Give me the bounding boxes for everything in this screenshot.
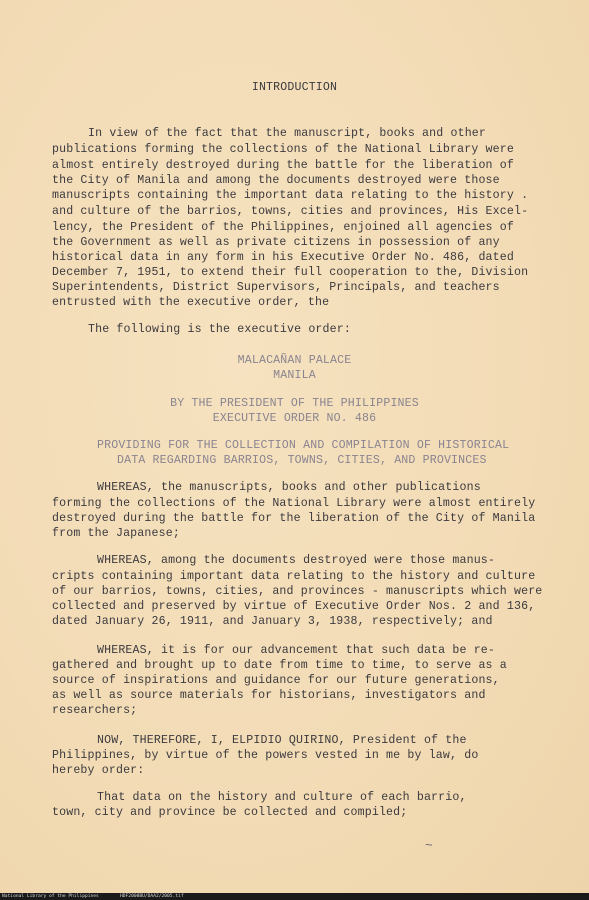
whereas-line: researchers; bbox=[52, 704, 138, 717]
whereas-line: gathered and brought up to date from time to time, to serve as a bbox=[52, 659, 507, 672]
intro-line: almost entirely destroyed during the battle for the liberation of bbox=[52, 159, 514, 172]
now-therefore-line: Philippines, by virtue of the powers vested in me by law, do bbox=[52, 749, 479, 762]
whereas-line: destroyed during the battle for the liberation of the City of Manila bbox=[52, 512, 536, 525]
order-clause-line: That data on the history and culture of each barrio, bbox=[97, 791, 467, 804]
whereas-line: cripts containing important data relating to the history and culture bbox=[52, 570, 536, 583]
whereas-line: dated January 26, 1911, and January 3, 1938, respectively; and bbox=[52, 615, 493, 628]
intro-line: December 7, 1951, to extend their full cooperation to the, Division bbox=[52, 266, 529, 279]
whereas-line: WHEREAS, the manuscripts, books and other publications bbox=[97, 481, 481, 494]
palace-city: MANILA bbox=[273, 369, 316, 382]
palace-heading: MALACAÑAN PALACE bbox=[237, 354, 352, 367]
order-number: EXECUTIVE ORDER NO. 486 bbox=[212, 412, 377, 425]
whereas-line: forming the collections of the National Library were almost entirely bbox=[52, 497, 536, 510]
intro-line: historical data in any form in his Executive Order No. 486, dated bbox=[52, 251, 514, 264]
intro-line: the Government as well as private citizens in possession of any bbox=[52, 236, 500, 249]
intro-line: Superintendents, District Supervisors, Principals, and teachers bbox=[52, 281, 500, 294]
page-mark: ~ bbox=[425, 838, 433, 853]
intro-line: the City of Manila and among the documents destroyed were those bbox=[52, 174, 500, 187]
president-heading: BY THE PRESIDENT OF THE PHILIPPINES bbox=[170, 397, 419, 410]
whereas-line: of our barrios, towns, cities, and provinces - manuscripts which were bbox=[52, 585, 543, 598]
whereas-line: source of inspirations and guidance for our future generations, bbox=[52, 674, 500, 687]
whereas-line: as well as source materials for historians, investigators and bbox=[52, 689, 486, 702]
intro-line: In view of the fact that the manuscript, books and other bbox=[88, 127, 487, 140]
whereas-line: WHEREAS, among the documents destroyed were those manus- bbox=[97, 554, 496, 567]
footer-library: National Library of the Philippines bbox=[2, 894, 99, 899]
intro-line: publications forming the collections of the National Library were bbox=[52, 143, 514, 156]
subject-line: DATA REGARDING BARRIOS, TOWNS, CITIES, AND PROVINCES bbox=[117, 454, 487, 467]
document-title: INTRODUCTION bbox=[251, 81, 338, 94]
intro-line: and culture of the barrios, towns, cities and provinces, His Excel- bbox=[52, 205, 529, 218]
subject-line: PROVIDING FOR THE COLLECTION AND COMPILATION OF HISTORICAL bbox=[97, 439, 510, 452]
footer-file-id: HDF2008BU/DAA2/2005.tif bbox=[120, 894, 184, 899]
now-therefore-line: hereby order: bbox=[52, 764, 145, 777]
whereas-line: from the Japanese; bbox=[52, 527, 180, 540]
now-therefore-line: NOW, THEREFORE, I, ELPIDIO QUIRINO, President of the bbox=[97, 734, 467, 747]
intro-line: lency, the President of the Philippines, enjoined all agencies of bbox=[52, 221, 514, 234]
order-clause-line: town, city and province be collected and compiled; bbox=[52, 806, 408, 819]
whereas-line: collected and preserved by virtue of Executive Order Nos. 2 and 136, bbox=[52, 600, 536, 613]
whereas-line: WHEREAS, it is for our advancement that such data be re- bbox=[97, 644, 496, 657]
archive-footer bbox=[0, 893, 589, 900]
following-line: The following is the executive order: bbox=[88, 323, 351, 336]
intro-line: manuscripts containing the important data relating to the history . bbox=[52, 189, 529, 202]
intro-line: entrusted with the executive order, the bbox=[52, 296, 330, 309]
